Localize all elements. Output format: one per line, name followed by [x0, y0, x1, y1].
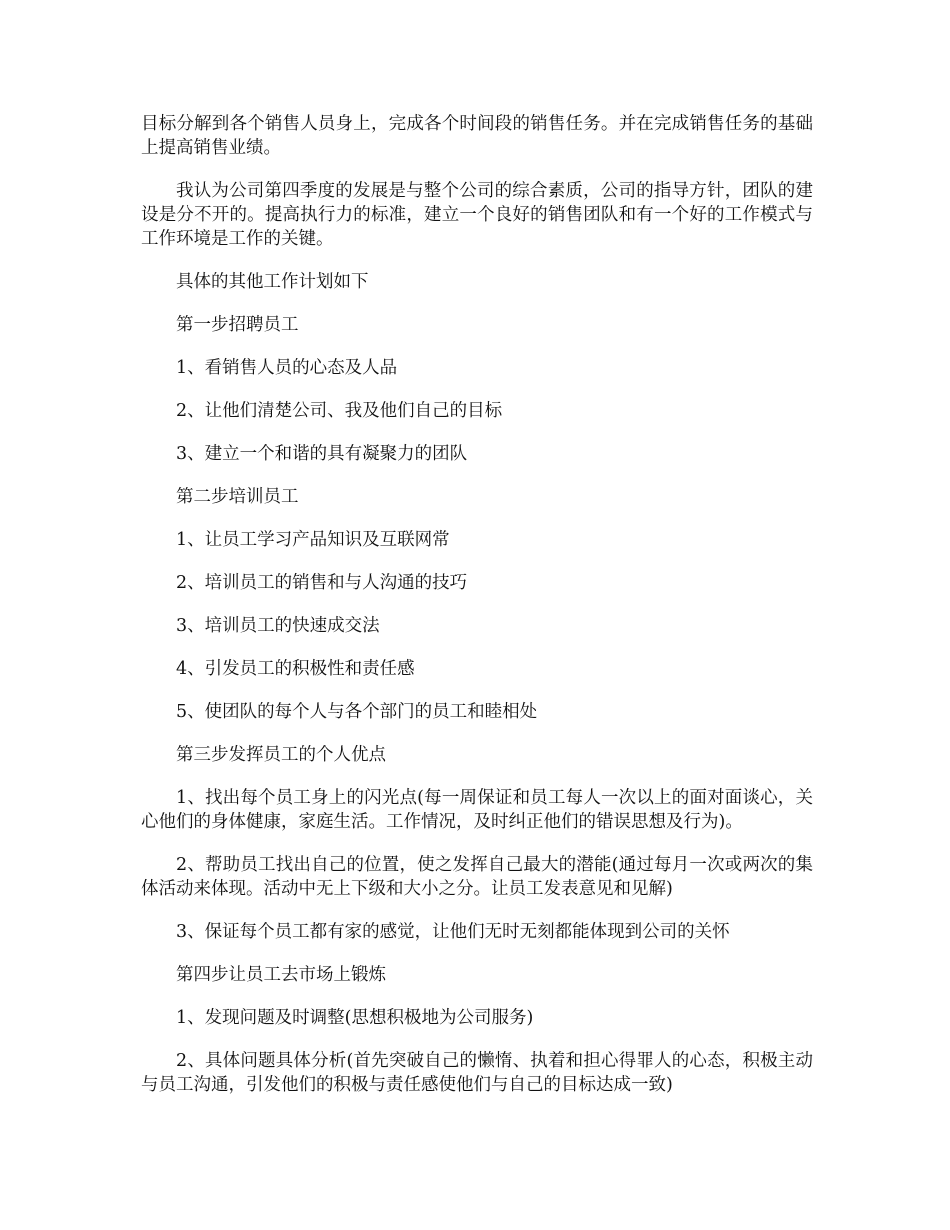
- paragraph-plan-intro: 具体的其他工作计划如下: [176, 272, 369, 292]
- list-item: 3、建立一个和谐的具有凝聚力的团队: [176, 444, 468, 464]
- list-item: 5、使团队的每个人与各个部门的员工和睦相处: [176, 702, 538, 722]
- list-item: 2、具体问题具体分析(首先突破自己的懒惰、执着和担心得罪人的心态，积极主动与员工沟通，引发他们的积极与责任感使他们与自己的目标达成一致): [141, 1051, 813, 1095]
- list-item: 1、看销售人员的心态及人品: [176, 358, 398, 378]
- list-item: 1、找出每个员工身上的闪光点(每一周保证和员工每人一次以上的面对面谈心，关心他们的身体健康，家庭生活。工作情况，及时纠正他们的错误思想及行为)。: [141, 788, 813, 832]
- document-body: [141, 112, 813, 1116]
- heading-step-1: 第一步招聘员工: [176, 315, 299, 335]
- list-item: 2、培训员工的销售和与人沟通的技巧: [176, 573, 468, 593]
- list-item: 3、保证每个员工都有家的感觉，让他们无时无刻都能体现到公司的关怀: [176, 922, 730, 942]
- paragraph-continuation: 目标分解到各个销售人员身上，完成各个时间段的销售任务。并在完成销售任务的基础上提高销售业绩。: [141, 114, 813, 158]
- list-item: 2、让他们清楚公司、我及他们自己的目标: [176, 401, 503, 421]
- list-item: 1、发现问题及时调整(思想积极地为公司服务): [176, 1008, 534, 1028]
- list-item: 3、培训员工的快速成交法: [176, 616, 380, 636]
- list-item: 2、帮助员工找出自己的位置，使之发挥自己最大的潜能(通过每月一次或两次的集体活动来体现。活动中无上下级和大小之分。让员工发表意见和见解): [141, 855, 813, 899]
- list-item: 4、引发员工的积极性和责任感: [176, 659, 415, 679]
- heading-step-4: 第四步让员工去市场上锻炼: [176, 965, 386, 985]
- heading-step-3: 第三步发挥员工的个人优点: [176, 745, 386, 765]
- list-item: 1、让员工学习产品知识及互联网常: [176, 530, 450, 550]
- heading-step-2: 第二步培训员工: [176, 487, 299, 507]
- paragraph-summary: 我认为公司第四季度的发展是与整个公司的综合素质，公司的指导方针，团队的建设是分不开的。提高执行力的标准，建立一个良好的销售团队和有一个好的工作模式与工作环境是工作的关键。: [141, 181, 813, 249]
